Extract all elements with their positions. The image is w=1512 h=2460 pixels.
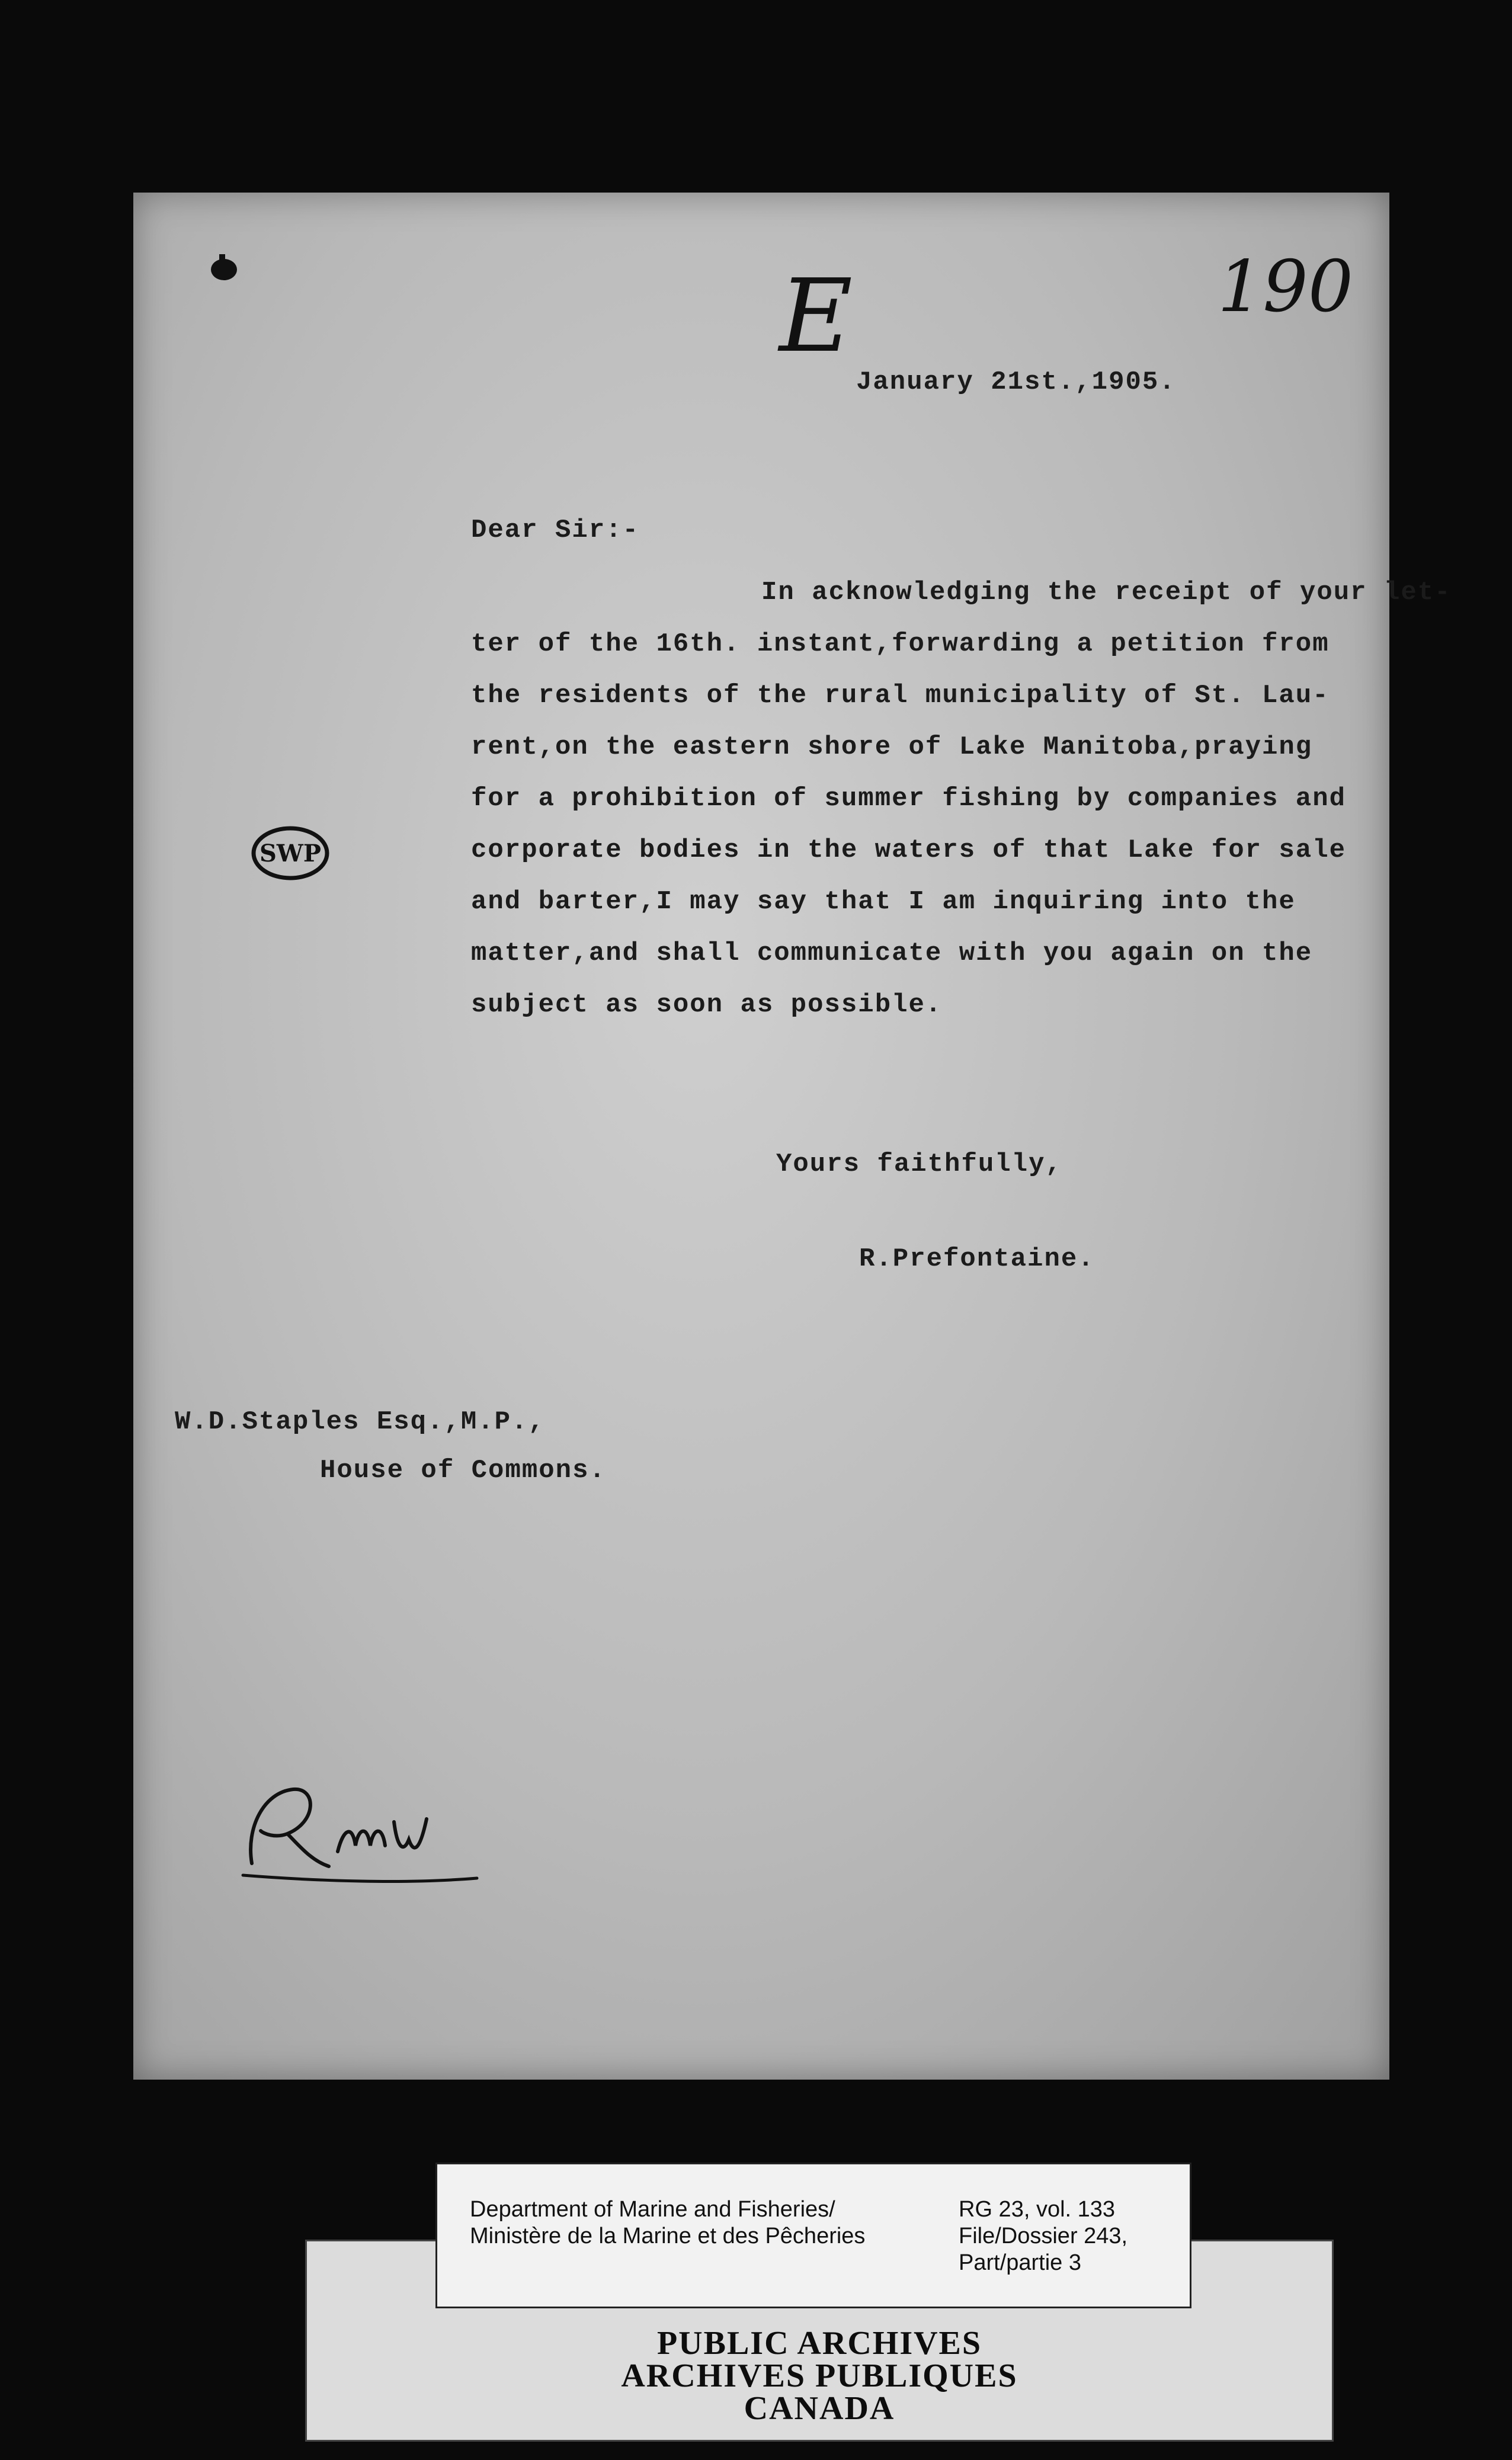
handwritten-initials	[228, 1757, 536, 1887]
signature: R.Prefontaine.	[859, 1244, 1095, 1274]
stamp-line-3: CANADA	[744, 2390, 895, 2427]
recipient-name: W.D.Staples Esq.,M.P.,	[175, 1407, 545, 1437]
stamped-initials-text: SWP	[260, 840, 321, 867]
label-file: File/Dossier 243,	[959, 2224, 1128, 2248]
salutation: Dear Sir:-	[471, 515, 640, 545]
recipient-address: House of Commons.	[320, 1456, 606, 1485]
stamped-initials-mark	[249, 824, 332, 883]
label-department-fr: Ministère de la Marine et des Pêcheries	[470, 2224, 866, 2248]
letter-page	[133, 193, 1452, 2080]
label-record-group: RG 23, vol. 133	[959, 2197, 1116, 2222]
archive-reference-label	[435, 2163, 1191, 2308]
ink-blot-mark	[207, 252, 243, 284]
body-line: corporate bodies in the waters of that Lake for sale	[471, 835, 1347, 865]
stamp-line-1: PUBLIC ARCHIVES	[656, 2325, 982, 2362]
body-line: the residents of the rural municipality of St. Lau-	[471, 681, 1330, 710]
body-line: ter of the 16th. instant,forwarding a petition from	[471, 629, 1330, 659]
folio-number: 190	[1218, 246, 1354, 328]
body-line: subject as soon as possible.	[471, 990, 943, 1020]
label-part: Part/partie 3	[959, 2250, 1081, 2275]
body-line: rent,on the eastern shore of Lake Manitoba,praying	[471, 732, 1313, 762]
body-line: and barter,I may say that I am inquiring into the	[471, 887, 1296, 917]
letter-date: January 21st.,1905.	[856, 367, 1176, 397]
body-line: for a prohibition of summer fishing by companies and	[471, 784, 1347, 813]
label-department-en: Department of Marine and Fisheries/	[470, 2197, 835, 2222]
margin-mark: E	[779, 258, 853, 375]
stamp-line-2: ARCHIVES PUBLIQUES	[621, 2358, 1018, 2394]
closing: Yours faithfully,	[776, 1149, 1062, 1179]
body-line: In acknowledging the receipt of your let-	[761, 578, 1452, 607]
body-line: matter,and shall communicate with you again on the	[471, 938, 1313, 968]
